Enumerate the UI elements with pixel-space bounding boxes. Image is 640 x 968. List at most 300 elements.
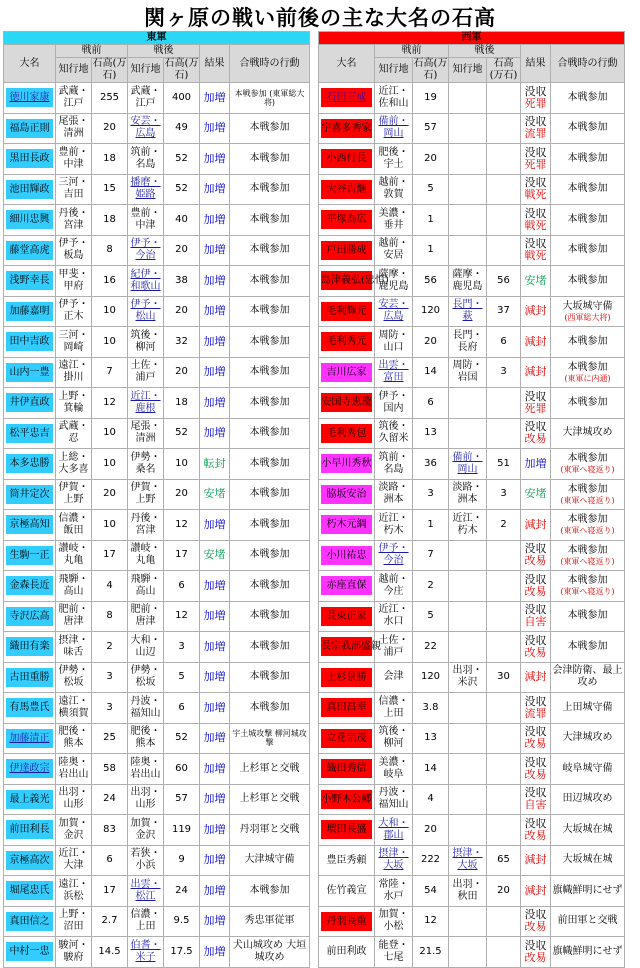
- result-cell: [521, 327, 551, 358]
- domain-before: [375, 205, 413, 236]
- daimyo-name[interactable]: 加藤清正: [6, 729, 53, 748]
- koku-before: 255: [92, 83, 128, 114]
- action-text: 本戦参加: [567, 640, 608, 652]
- domain-before: [56, 876, 92, 907]
- domain-after: [128, 906, 164, 937]
- result-status: 安堵: [203, 548, 226, 562]
- koku-before: 17: [92, 540, 128, 571]
- table-row: [319, 113, 625, 144]
- result-cell: [521, 876, 551, 907]
- table-row: [4, 937, 310, 968]
- table-row: [319, 418, 625, 449]
- koku-before: 20: [413, 815, 449, 846]
- domain-before: [375, 571, 413, 602]
- koku-before: 3: [413, 479, 449, 510]
- table-row: [4, 662, 310, 693]
- domain-after: [449, 601, 487, 632]
- koku-before: 1: [413, 235, 449, 266]
- koku-before: 120: [413, 296, 449, 327]
- result-cell: [521, 266, 551, 297]
- daimyo-name-cell: [319, 113, 375, 144]
- daimyo-name-cell: [4, 449, 56, 480]
- domain-after-text: 淡路・洲本: [452, 482, 483, 506]
- action-cell: [551, 235, 625, 266]
- table-row: [319, 601, 625, 632]
- daimyo-name: 加藤嘉明: [6, 302, 53, 321]
- koku-before: 10: [92, 418, 128, 449]
- domain-before-text: 越前・安居: [378, 238, 409, 262]
- domain-after-text: 薩摩・鹿児島: [452, 268, 483, 292]
- domain-before: [375, 266, 413, 297]
- koku-after: [487, 540, 521, 571]
- domain-before: [56, 571, 92, 602]
- daimyo-name: 朽木元綱: [321, 515, 372, 534]
- result-cell: [521, 144, 551, 175]
- domain-after-text[interactable]: 伊予・今治: [130, 238, 161, 262]
- result-status: 加増: [203, 853, 226, 867]
- domain-after-text: 出羽・秋田: [452, 878, 483, 902]
- action-cell: [551, 479, 625, 510]
- col-koku-before-header: 石高(万石): [413, 58, 448, 81]
- domain-before-text[interactable]: 備前・岡山: [378, 116, 409, 140]
- domain-before-text[interactable]: 摂津・大坂: [378, 848, 409, 872]
- koku-before: 12: [413, 906, 449, 937]
- daimyo-name: 織田秀信: [321, 759, 372, 778]
- domain-before: [56, 144, 92, 175]
- domain-before-text: 近江・水口: [378, 604, 409, 628]
- domain-after: [128, 296, 164, 327]
- daimyo-name: 戸田勝成: [321, 241, 372, 260]
- action-text: 本戦参加: [249, 122, 290, 134]
- result-status: 没収: [524, 237, 547, 251]
- koku-after: 9: [164, 845, 200, 876]
- domain-before-text: 伊予・国内: [378, 390, 409, 414]
- domain-after: [449, 235, 487, 266]
- result-cell: [521, 479, 551, 510]
- result-status: 減封: [524, 365, 547, 379]
- table-row: [319, 662, 625, 693]
- koku-after: 38: [164, 266, 200, 297]
- domain-before-text[interactable]: 安芸・広島: [378, 299, 409, 323]
- domain-after: [128, 937, 164, 968]
- daimyo-name-cell: [319, 571, 375, 602]
- koku-after: 52: [164, 144, 200, 175]
- action-text: 本戦参加: [567, 453, 608, 465]
- table-row: [319, 479, 625, 510]
- result-status: 加増: [203, 517, 226, 531]
- domain-before-text: 伊予・正木: [58, 299, 89, 323]
- koku-after: [487, 144, 521, 175]
- action-cell: [230, 784, 310, 815]
- action-cell: [551, 632, 625, 663]
- koku-after: 57: [164, 784, 200, 815]
- koku-after: 17.5: [164, 937, 200, 968]
- result-status: 安堵: [203, 487, 226, 501]
- daimyo-name: 前田利政: [321, 942, 372, 961]
- domain-after-text[interactable]: 長門・萩: [452, 299, 483, 323]
- daimyo-name: 最上義光: [6, 790, 53, 809]
- daimyo-name-cell: [319, 906, 375, 937]
- table-row: [319, 388, 625, 419]
- result-status: 加増: [203, 700, 226, 714]
- daimyo-name-cell: [4, 601, 56, 632]
- domain-after-text[interactable]: 伊予・松山: [130, 299, 161, 323]
- action-text: 本戦参加: [567, 244, 608, 256]
- koku-before: 12: [92, 388, 128, 419]
- domain-after-text[interactable]: 出雲・松江: [130, 878, 161, 902]
- daimyo-name[interactable]: 伊達政宗: [6, 759, 53, 778]
- result-cell: [200, 632, 230, 663]
- result-outcome: 改易: [524, 828, 547, 842]
- action-text: 本戦参加: [567, 544, 608, 556]
- daimyo-name-cell: [4, 876, 56, 907]
- domain-after-text: 豊前・中津: [130, 207, 161, 231]
- action-text: 本戦参加: [249, 488, 290, 500]
- result-cell: [200, 144, 230, 175]
- result-cell: [200, 266, 230, 297]
- action-text: 大津城攻め: [562, 427, 613, 439]
- result-cell: [200, 845, 230, 876]
- koku-before: 10: [92, 296, 128, 327]
- table-row: [319, 754, 625, 785]
- daimyo-name: 増田長盛: [321, 820, 372, 839]
- daimyo-name-cell: [319, 784, 375, 815]
- table-row: [319, 144, 625, 175]
- col-domain-before-header: 知行地: [56, 58, 92, 83]
- result-cell: [521, 632, 551, 663]
- result-outcome: 戦死: [524, 188, 547, 202]
- koku-before: 10: [92, 510, 128, 541]
- domain-before-text[interactable]: 伊予・今治: [378, 543, 409, 567]
- daimyo-name: 豊臣秀頼: [321, 851, 372, 870]
- domain-before: [375, 174, 413, 205]
- domain-before-text: 薩摩・鹿児島: [378, 268, 409, 292]
- domain-after-text: 筑後・柳河: [130, 329, 161, 353]
- action-cell: [230, 662, 310, 693]
- result-outcome: 改易: [524, 645, 547, 659]
- action-cell: [230, 144, 310, 175]
- domain-before-text: 駿河・駿府: [58, 939, 89, 963]
- domain-after-text[interactable]: 紀伊・和歌山: [130, 268, 161, 292]
- table-row: [4, 540, 310, 571]
- action-text: 本戦参加: [249, 640, 290, 652]
- domain-after: [128, 876, 164, 907]
- action-text: 本戦参加: [249, 884, 290, 896]
- domain-before: [56, 906, 92, 937]
- action-text: 本戦参加 (東軍総大将): [234, 88, 305, 107]
- domain-before: [375, 662, 413, 693]
- action-cell: [551, 754, 625, 785]
- domain-before: [375, 83, 413, 114]
- domain-before-text: 淡路・洲本: [378, 482, 409, 506]
- domain-before-text: 丹波・福知山: [378, 787, 409, 811]
- result-cell: [200, 113, 230, 144]
- koku-before: 2: [413, 571, 449, 602]
- result-status: 加増: [203, 761, 226, 775]
- domain-before-text: 武蔵・江戸: [58, 85, 89, 109]
- koku-after: 12: [164, 601, 200, 632]
- action-text: 本戦参加: [249, 701, 290, 713]
- col-koku-after-header: 石高(万石): [164, 58, 199, 81]
- action-text: 本戦参加: [567, 122, 608, 134]
- domain-after-text: 出羽・山形: [130, 787, 161, 811]
- result-cell: [200, 571, 230, 602]
- domain-after: [128, 784, 164, 815]
- result-outcome: 自害: [524, 798, 547, 812]
- result-cell: [521, 510, 551, 541]
- koku-after: 2: [487, 510, 521, 541]
- result-cell: [200, 906, 230, 937]
- domain-after: [449, 174, 487, 205]
- action-cell: [230, 388, 310, 419]
- domain-after: [449, 388, 487, 419]
- result-cell: [200, 723, 230, 754]
- action-cell: [230, 723, 310, 754]
- domain-after-text: 近江・朽木: [452, 512, 483, 536]
- table-row: [319, 723, 625, 754]
- action-note: (東軍へ寝返り): [560, 495, 615, 505]
- result-cell: [200, 937, 230, 968]
- action-cell: [230, 845, 310, 876]
- daimyo-name-cell: [4, 418, 56, 449]
- koku-before: 6: [413, 388, 449, 419]
- domain-after-text[interactable]: 伯耆・米子: [130, 939, 161, 963]
- daimyo-name-cell: [319, 815, 375, 846]
- domain-after-text: 伊勢・松坂: [130, 665, 161, 689]
- table-row: [319, 449, 625, 480]
- domain-after: [449, 357, 487, 388]
- domain-before-text: 近江・朽木: [378, 512, 409, 536]
- action-cell: [551, 845, 625, 876]
- domain-after-text[interactable]: 安芸・広島: [130, 116, 161, 140]
- result-status: 没収: [524, 786, 547, 800]
- daimyo-name: 織田有楽: [6, 637, 53, 656]
- action-note: (東軍へ寝返り): [560, 587, 615, 597]
- koku-after: 6: [164, 693, 200, 724]
- koku-before: 36: [413, 449, 449, 480]
- result-cell: [200, 662, 230, 693]
- daimyo-name: 堀尾忠氏: [6, 881, 53, 900]
- domain-after: [449, 113, 487, 144]
- result-status: 没収: [524, 145, 547, 159]
- result-cell: [521, 723, 551, 754]
- koku-after: [487, 83, 521, 114]
- daimyo-name: 京極高次: [6, 851, 53, 870]
- action-text: 本戦参加: [567, 274, 608, 286]
- table-row: [4, 388, 310, 419]
- domain-before: [56, 327, 92, 358]
- domain-before-text: 伊賀・上野: [58, 482, 89, 506]
- action-text: 宇土城攻撃 柳河城攻撃: [232, 729, 307, 748]
- domain-before-text: 周防・山口: [378, 329, 409, 353]
- koku-after: 32: [164, 327, 200, 358]
- daimyo-name: 小西行長: [321, 149, 372, 168]
- table-row: [319, 174, 625, 205]
- daimyo-name: 藤堂高虎: [6, 241, 53, 260]
- result-cell: [521, 418, 551, 449]
- daimyo-name: 生駒一正: [6, 546, 53, 565]
- result-status: 加増: [203, 578, 226, 592]
- result-cell: [521, 662, 551, 693]
- result-status: 加増: [203, 792, 226, 806]
- result-status: 加増: [203, 944, 226, 958]
- daimyo-name-cell: [4, 693, 56, 724]
- domain-before-text: 美濃・岐阜: [378, 756, 409, 780]
- domain-after-text[interactable]: 近江・鹿根: [130, 390, 161, 414]
- daimyo-name-cell: [319, 632, 381, 663]
- koku-before: 8: [92, 601, 128, 632]
- action-note: (東軍へ寝返り): [560, 526, 615, 536]
- action-text: 本戦参加: [249, 396, 290, 408]
- action-cell: [230, 876, 310, 907]
- domain-after: [128, 113, 164, 144]
- action-text: 本戦参加: [567, 335, 608, 347]
- koku-before: 24: [92, 784, 128, 815]
- domain-before-text: 近江・大津: [58, 848, 89, 872]
- domain-before-text: 土佐・浦戸: [378, 634, 409, 658]
- action-text: 本戦参加: [249, 671, 290, 683]
- koku-after: 40: [164, 205, 200, 236]
- koku-after: 52: [164, 174, 200, 205]
- daimyo-name-cell: [4, 144, 56, 175]
- result-status: 加増: [203, 212, 226, 226]
- daimyo-name-cell: [319, 449, 375, 480]
- result-cell: [200, 235, 230, 266]
- domain-after-text[interactable]: 播磨・姫路: [130, 177, 161, 201]
- result-status: 没収: [524, 633, 547, 647]
- result-status: 加増: [203, 426, 226, 440]
- daimyo-name: 細川忠興: [6, 210, 53, 229]
- domain-before: [56, 510, 92, 541]
- daimyo-name-cell: [319, 266, 389, 297]
- domain-after: [128, 83, 164, 114]
- action-cell: [551, 540, 625, 571]
- action-text: 本戦参加: [249, 244, 290, 256]
- table-row: [4, 723, 310, 754]
- domain-after: [128, 235, 164, 266]
- daimyo-name-cell: [319, 540, 375, 571]
- domain-after: [128, 723, 164, 754]
- koku-before: 18: [92, 144, 128, 175]
- domain-after: [449, 540, 487, 571]
- domain-after-text[interactable]: 摂津・大坂: [452, 848, 483, 872]
- daimyo-name-cell: [4, 357, 56, 388]
- daimyo-name: 山内一豊: [6, 363, 53, 382]
- result-cell: [521, 235, 551, 266]
- result-cell: [521, 784, 551, 815]
- action-text: 本戦参加: [249, 610, 290, 622]
- koku-before: 10: [92, 449, 128, 480]
- daimyo-name[interactable]: 徳川家康: [6, 88, 53, 107]
- action-text: 田辺城攻め: [562, 793, 613, 805]
- domain-after: [449, 205, 487, 236]
- daimyo-name-cell: [319, 418, 375, 449]
- col-before-header: 戦前: [375, 45, 449, 58]
- action-text: 大坂城在城: [562, 823, 613, 835]
- col-after-header: 戦後: [449, 45, 521, 58]
- domain-before-text: 豊前・中津: [58, 146, 89, 170]
- domain-before-text: 陸奥・岩出山: [58, 756, 89, 780]
- action-cell: [551, 937, 625, 968]
- result-outcome: 改易: [524, 737, 547, 751]
- result-cell: [521, 937, 551, 968]
- domain-after: [449, 906, 487, 937]
- table-row: [319, 876, 625, 907]
- domain-before-text: 讃岐・丸亀: [58, 543, 89, 567]
- action-text: 本戦参加: [249, 457, 290, 469]
- domain-after: [128, 418, 164, 449]
- result-status: 没収: [524, 816, 547, 830]
- daimyo-name-cell: [4, 784, 56, 815]
- result-outcome: 改易: [524, 767, 547, 781]
- action-text: 本戦参加: [249, 579, 290, 591]
- result-status: 減封: [524, 304, 547, 318]
- table-row: [319, 632, 625, 663]
- action-text: 本戦参加: [567, 396, 608, 408]
- koku-before: 14.5: [92, 937, 128, 968]
- action-cell: [551, 113, 625, 144]
- daimyo-name-cell: [319, 327, 375, 358]
- action-text: 丹羽軍と交戦: [239, 823, 300, 835]
- result-status: 加増: [203, 334, 226, 348]
- domain-after: [449, 144, 487, 175]
- daimyo-name-cell: [4, 479, 56, 510]
- daimyo-name: 安国寺恵瓊: [321, 393, 372, 412]
- domain-before-text: 筑後・柳河: [378, 726, 409, 750]
- domain-before-text[interactable]: 出雲・富田: [378, 360, 409, 384]
- domain-before-text[interactable]: 大和・郡山: [378, 817, 409, 841]
- domain-after: [449, 723, 487, 754]
- koku-before: 58: [92, 754, 128, 785]
- table-row: [319, 784, 625, 815]
- koku-after: [487, 601, 521, 632]
- result-status: 安堵: [524, 487, 547, 501]
- action-cell: [230, 815, 310, 846]
- domain-before-text: 越前・今庄: [378, 573, 409, 597]
- koku-before: 8: [92, 235, 128, 266]
- domain-before: [375, 510, 413, 541]
- koku-after: [487, 113, 521, 144]
- domain-before: [56, 693, 92, 724]
- daimyo-name: 吉川広家: [321, 363, 372, 382]
- daimyo-name[interactable]: 石田三成: [321, 88, 372, 107]
- result-status: 加増: [203, 822, 226, 836]
- domain-after-text[interactable]: 備前・岡山: [452, 451, 483, 475]
- domain-after: [128, 357, 164, 388]
- koku-after: 60: [164, 754, 200, 785]
- domain-after: [449, 479, 487, 510]
- action-cell: [230, 693, 310, 724]
- domain-before-text: 筑後・久留米: [378, 421, 409, 445]
- action-cell: [230, 357, 310, 388]
- domain-after-text: 加賀・金沢: [130, 817, 161, 841]
- domain-after: [128, 144, 164, 175]
- domain-before: [375, 327, 413, 358]
- table-row: [319, 845, 625, 876]
- domain-after-text: 信濃・上田: [130, 909, 161, 933]
- domain-before-text: 上野・沼田: [58, 909, 89, 933]
- domain-after: [128, 815, 164, 846]
- domain-before: [56, 296, 92, 327]
- action-text: 大津城攻め: [562, 732, 613, 744]
- result-cell: [200, 449, 230, 480]
- koku-after: 56: [487, 266, 521, 297]
- daimyo-name: 京極高知: [6, 515, 53, 534]
- result-status: 加増: [203, 670, 226, 684]
- koku-after: [487, 815, 521, 846]
- koku-after: 5: [164, 662, 200, 693]
- action-cell: [551, 357, 625, 388]
